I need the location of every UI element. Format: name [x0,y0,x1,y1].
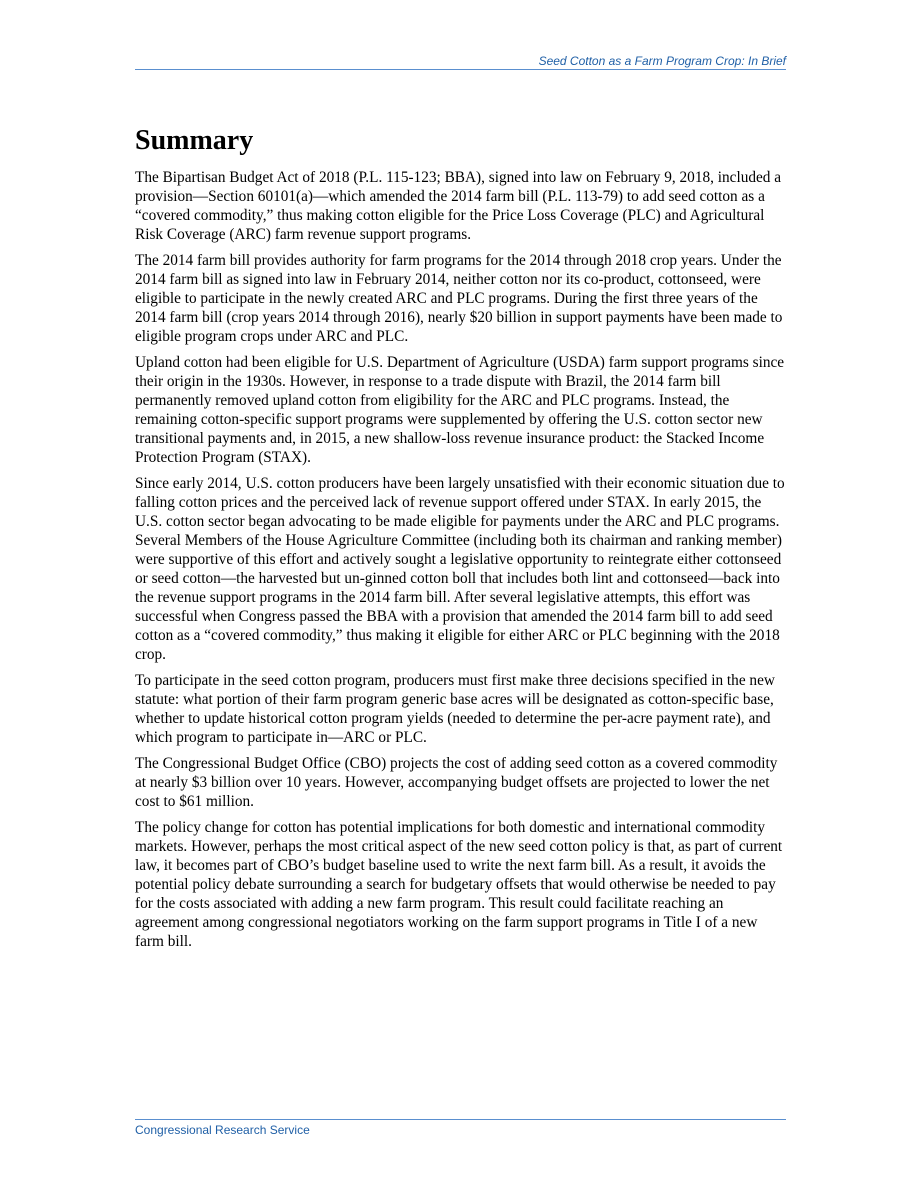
paragraph: Since early 2014, U.S. cotton producers have been largely unsatisfied with their economic situation due to falling cotton prices and the perceived lack of revenue support offered under STAX. In early 2015, the U.S. cotton sector began advocating to be made eligible for payments under the ARC and PLC programs. Several Members of the House Agriculture Committee (including both its chairman and ranking member) were supportive of this effort and actively sought a legislative opportunity to reintegrate either cottonseed or seed cotton—the harvested but un-ginned cotton boll that includes both lint and cottonseed—back into the revenue support programs in the 2014 farm bill. After several legislative attempts, this effort was successful when Congress passed the BBA with a provision that amended the 2014 farm bill to add seed cotton as a “covered commodity,” thus making it eligible for either ARC or PLC beginning with the 2018 crop. [135,475,785,663]
footer-rule [135,1119,786,1120]
body-text [135,168,786,958]
paragraph: The Bipartisan Budget Act of 2018 (P.L. 115-123; BBA), signed into law on February 9, 2018, included a provision—Section 60101(a)—which amended the 2014 farm bill (P.L. 113-79) to add seed cotton as a “covered commodity,” thus making cotton eligible for the Price Loss Coverage (PLC) and Agricultural Risk Coverage (ARC) farm revenue support programs. [135,169,782,243]
paragraph: The policy change for cotton has potential implications for both domestic and international commodity markets. However, perhaps the most critical aspect of the new seed cotton policy is that, as part of current law, it becomes part of CBO’s budget baseline used to write the next farm bill. As a result, it avoids the potential policy debate surrounding a search for budgetary offsets that would otherwise be needed to pay for the costs associated with adding a new farm program. This result could facilitate reaching an agreement among congressional negotiators working on the farm support programs in Title I of a new farm bill. [135,819,783,950]
paragraph: To participate in the seed cotton program, producers must first make three decisions specified in the new statute: what portion of their farm program generic base acres will be designated as cotton-specific base, whether to update historical cotton program yields (needed to determine the per-acre payment rate), and which program to participate in—ARC or PLC. [135,672,775,746]
header-rule [135,69,786,70]
paragraph: The 2014 farm bill provides authority for farm programs for the 2014 through 2018 crop years. Under the 2014 farm bill as signed into law in February 2014, neither cotton nor its co-product, cottonseed, were eligible to participate in the newly created ARC and PLC programs. During the first three years of the 2014 farm bill (crop years 2014 through 2016), nearly $20 billion in support payments have been made to eligible program crops under ARC and PLC. [135,252,783,345]
footer-organization: Congressional Research Service [135,1123,310,1137]
paragraph: Upland cotton had been eligible for U.S. Department of Agriculture (USDA) farm support programs since their origin in the 1930s. However, in response to a trade dispute with Brazil, the 2014 farm bill permanently removed upland cotton from eligibility for the ARC and PLC programs. Instead, the remaining cotton-specific support programs were supplemented by offering the U.S. cotton sector new transitional payments and, in 2015, a new shallow-loss revenue insurance product: the Stacked Income Protection Program (STAX). [135,354,785,466]
section-title: Summary [135,125,254,156]
paragraph: The Congressional Budget Office (CBO) projects the cost of adding seed cotton as a covered commodity at nearly $3 billion over 10 years. However, accompanying budget offsets are projected to lower the net cost to $61 million. [135,755,778,810]
running-header: Seed Cotton as a Farm Program Crop: In Brief [538,54,786,68]
